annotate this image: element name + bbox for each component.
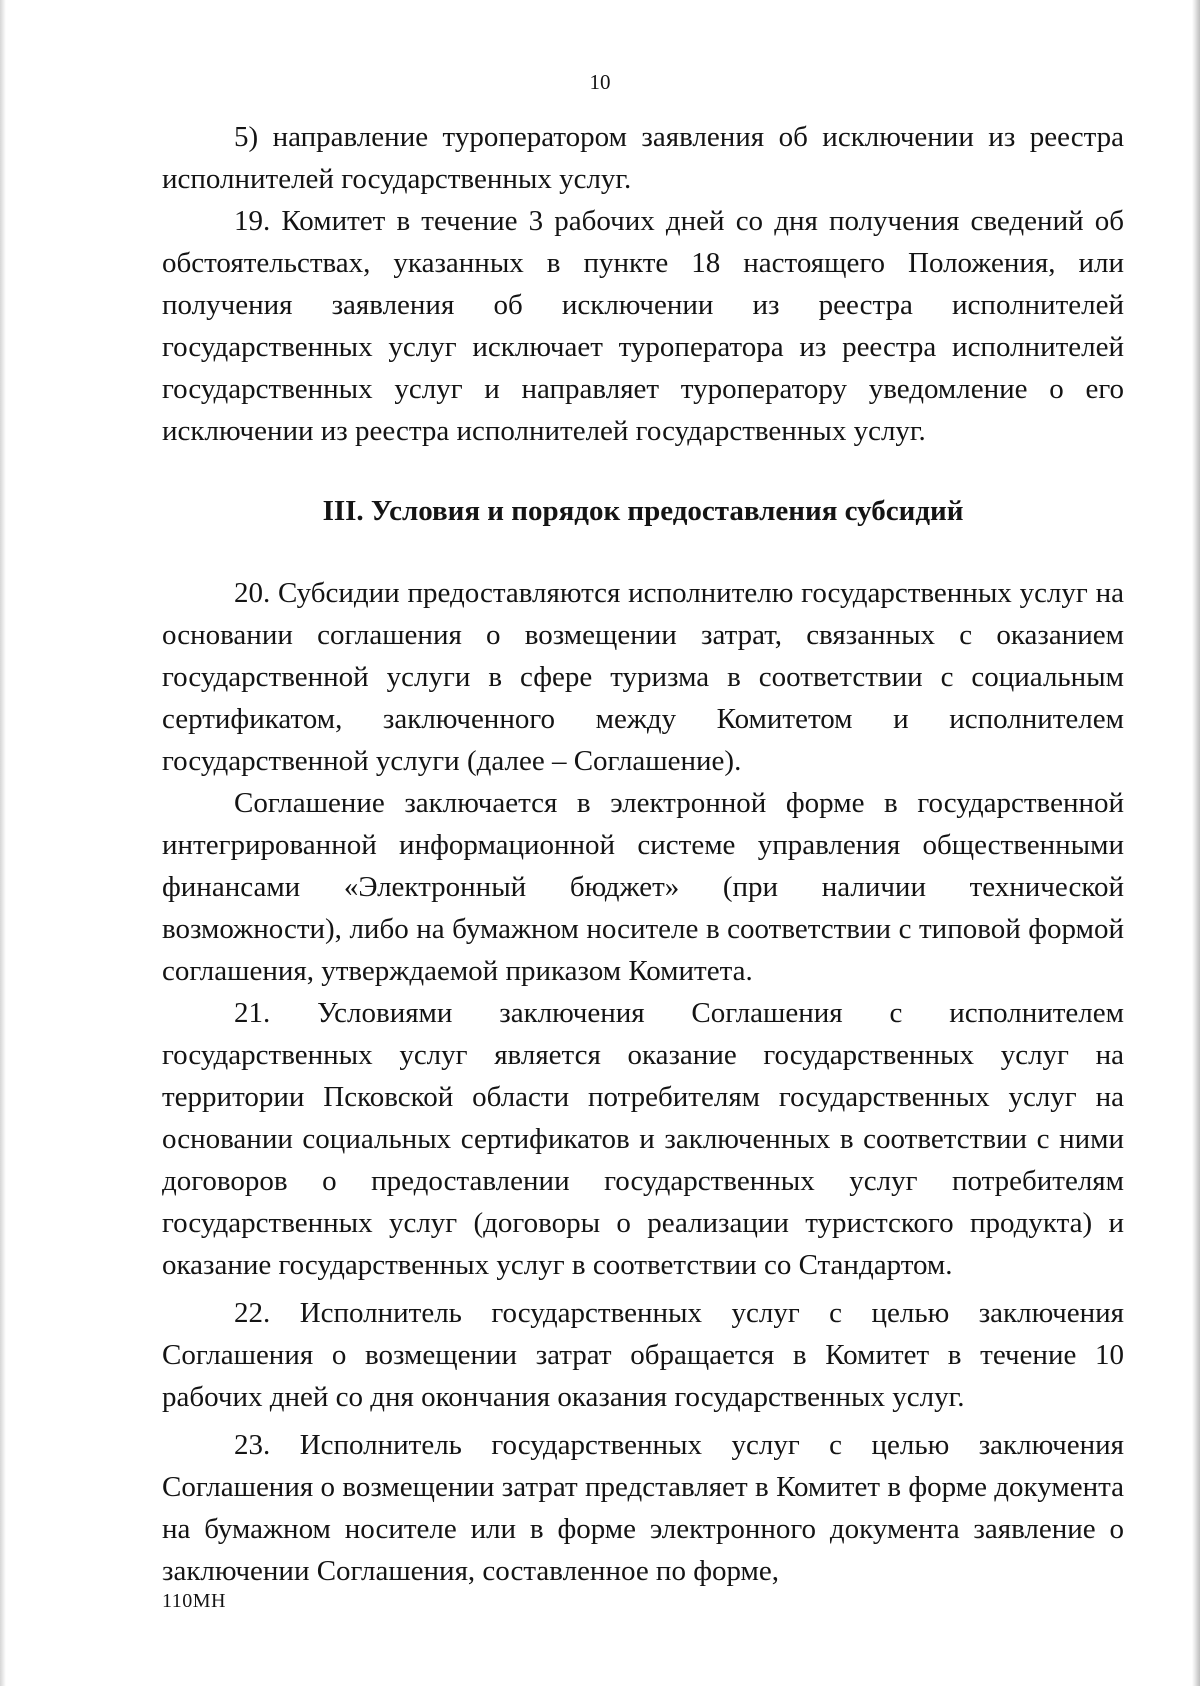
document-body [162,116,1124,1592]
page-number: 10 [589,70,611,94]
scan-edge-left [0,0,6,1686]
section-heading: III. Условия и порядок предоставления субсидий [322,495,964,527]
paragraph-21: 21. Условиями заключения Соглашения с исполнителем государственных услуг является оказание государственных услуг на территории Псковской области потребителям государственных услуг на основании социальных сертификатов и заключенных в соответствии с ними договоров о предоставлении государственных услуг потребителям государственных услуг (договоры о реализации туристского продукта) и оказание государственных услуг в соответствии со Стандартом. [162,997,1124,1281]
paragraph-23: 23. Исполнитель государственных услуг с целью заключения Соглашения о возмещении затрат представляет в Комитет в форме документа на бумажном носителе или в форме электронного документа заявление о заключении Соглашения, составленное по форме, [162,1429,1124,1587]
scan-edge-right [1192,0,1200,1686]
paragraph-22: 22. Исполнитель государственных услуг с целью заключения Соглашения о возмещении затрат обращается в Комитет в течение 10 рабочих дней со дня окончания оказания государственных услуг. [162,1297,1124,1413]
paragraph-20-continuation: Соглашение заключается в электронной форме в государственной интегрированной информационной системе управления общественными финансами «Электронный бюджет» (при наличии технической возможности), либо на бумажном носителе в соответствии с типовой формой соглашения, утверждаемой приказом Комитета. [162,787,1124,987]
paragraph-20: 20. Субсидии предоставляются исполнителю государственных услуг на основании соглашения о возмещении затрат, связанных с оказанием государственной услуги в сфере туризма в соответствии с социальным сертификатом, заключенного между Комитетом и исполнителем государственной услуги (далее – Соглашение). [162,577,1124,777]
paragraph-19: 19. Комитет в течение 3 рабочих дней со дня получения сведений об обстоятельствах, указанных в пункте 18 настоящего Положения, или получения заявления об исключении из реестра исполнителей государственных услуг исключает туроператора из реестра исполнителей государственных услуг и направляет туроператору уведомление о его исключении из реестра исполнителей государственных услуг. [162,205,1124,447]
paragraph-item-5: 5) направление туроператором заявления об исключении из реестра исполнителей государственных услуг. [162,121,1124,195]
document-footer-code: 110МН [162,1590,226,1612]
